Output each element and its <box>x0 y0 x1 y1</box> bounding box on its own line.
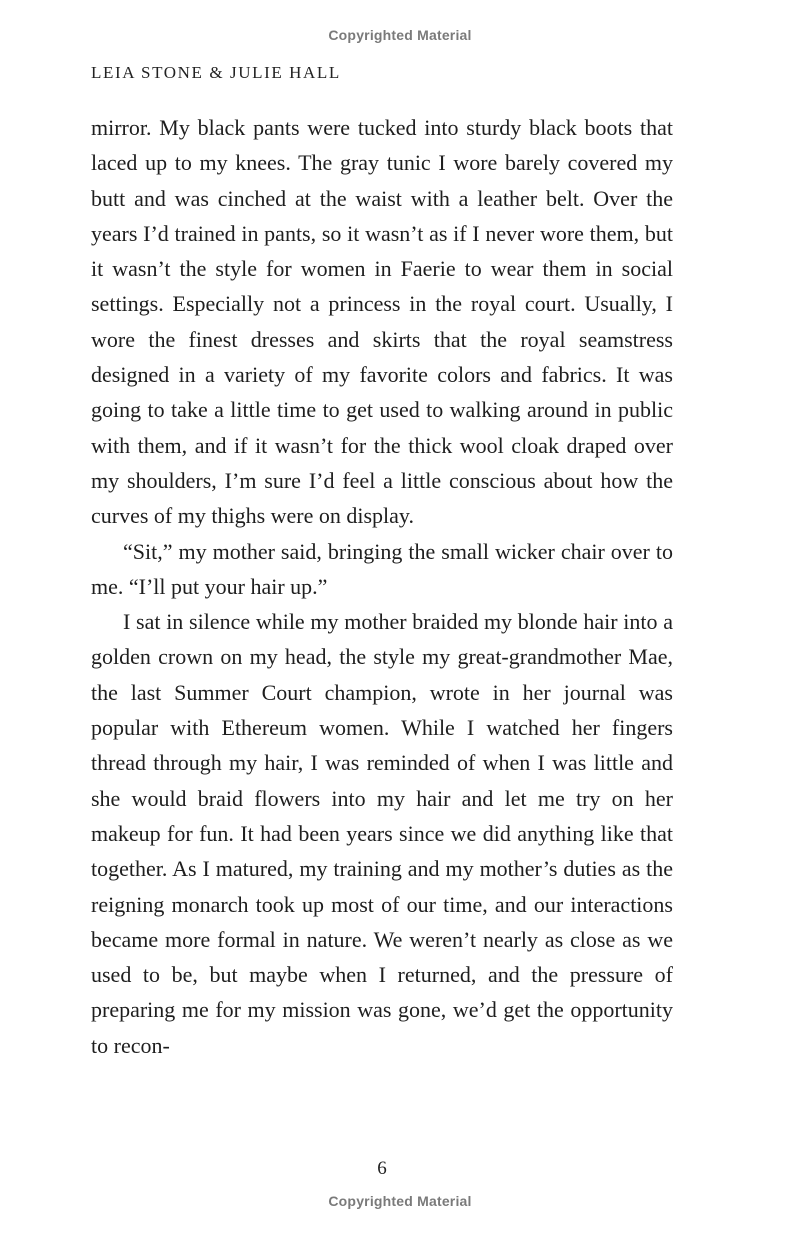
copyright-watermark-top: Copyrighted Material <box>328 27 472 43</box>
body-text <box>91 110 673 1063</box>
copyright-watermark-bottom: Copyrighted Material <box>328 1193 472 1209</box>
running-head: LEIA STONE & JULIE HALL <box>91 63 341 82</box>
page-number: 6 <box>377 1158 387 1179</box>
paragraph: “Sit,” my mother said, bringing the small wicker chair over to me. “I’ll put your hair up.” <box>91 538 673 599</box>
paragraph: I sat in silence while my mother braided my blonde hair into a golden crown on my head, the style my great-grandmother Mae, the last Summer Court champion, wrote in her journal was popular with Ethereum women. While I watched her fingers thread through my hair, I was reminded of when I was little and she would braid flowers into my hair and let me try on her makeup for fun. It had been years since we did anything like that together. As I matured, my training and my mother’s duties as the reigning monarch took up most of our time, and our interactions became more formal in nature. We weren’t nearly as close as we used to be, but maybe when I returned, and the pressure of preparing me for my mission was gone, we’d get the opportunity to recon- <box>91 609 673 1058</box>
paragraph: mirror. My black pants were tucked into sturdy black boots that laced up to my knees. The gray tunic I wore barely covered my butt and was cinched at the waist with a leather belt. Over the years I’d trained in pants, so it wasn’t as if I never wore them, but it wasn’t the style for women in Faerie to wear them in social settings. Especially not a princess in the royal court. Usually, I wore the finest dresses and skirts that the royal seamstress designed in a variety of my favorite colors and fabrics. It was going to take a little time to get used to walking around in public with them, and if it wasn’t for the thick wool cloak draped over my shoulders, I’m sure I’d feel a little conscious about how the curves of my thighs were on display. <box>91 115 673 529</box>
